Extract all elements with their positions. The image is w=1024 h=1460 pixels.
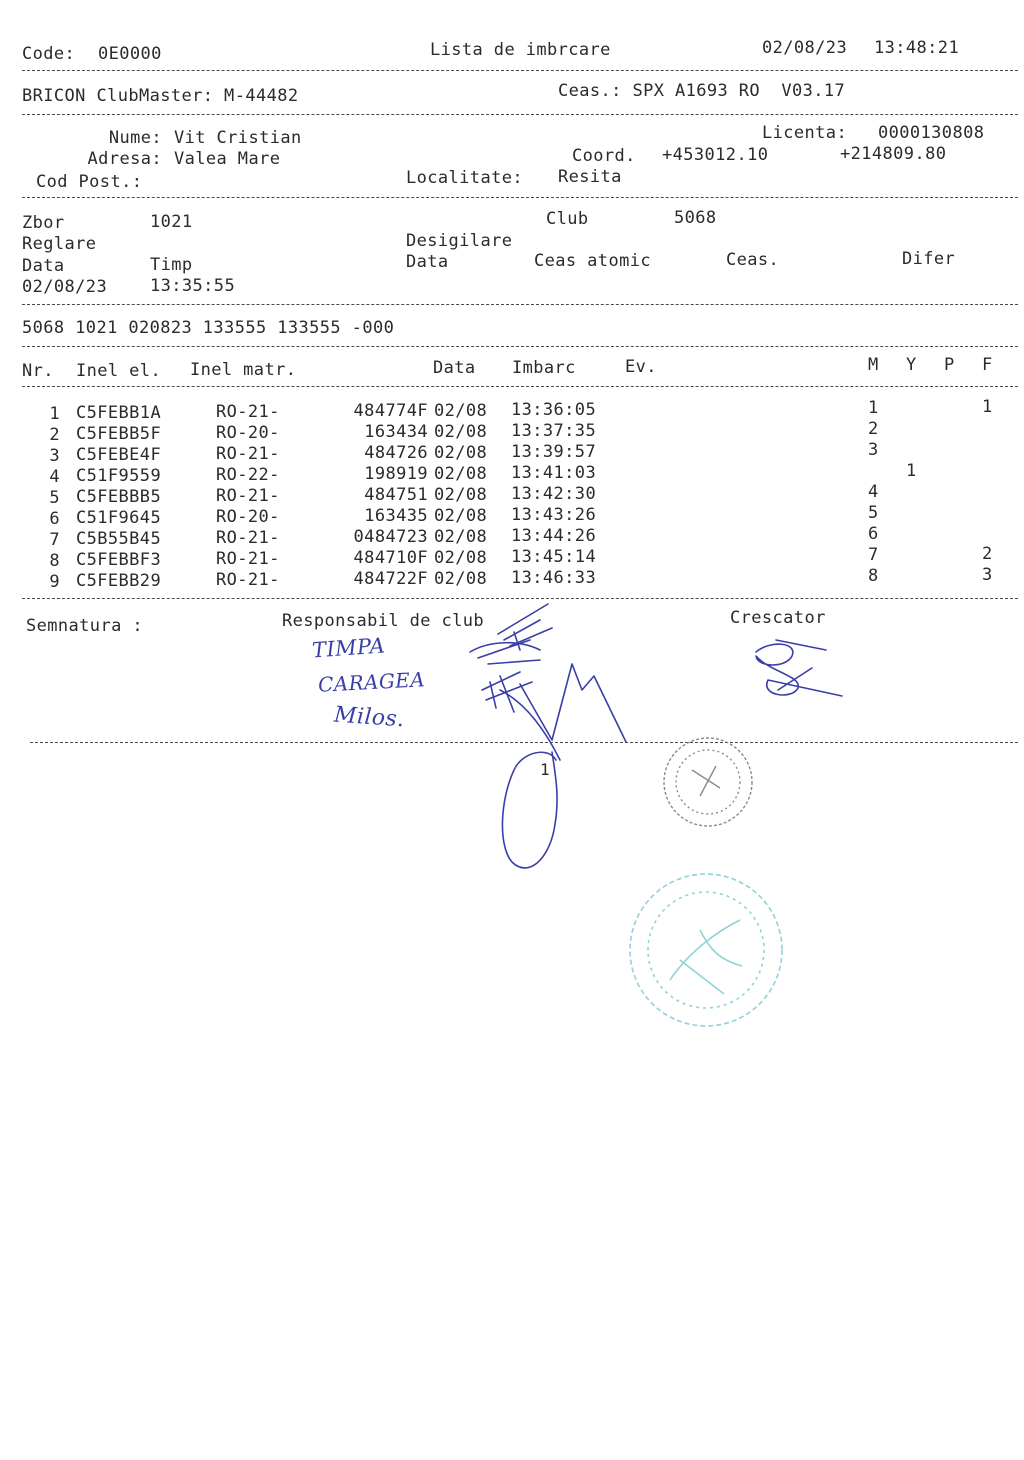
row-time: 13:37:35 — [511, 421, 597, 441]
handwritten-number: 1 — [540, 760, 551, 779]
code-label: Code: — [22, 44, 76, 64]
responsabil-label: Responsabil de club — [282, 611, 485, 631]
reglare-date: 02/08/23 — [22, 277, 108, 297]
row-inel-el: C51F9559 — [76, 466, 162, 486]
row-data: 02/08 — [434, 422, 488, 442]
print-time: 13:48:21 — [874, 38, 960, 58]
ceas-atomic-label: Ceas atomic — [534, 251, 651, 271]
clock-info: Ceas.: SPX A1693 RO V03.17 — [558, 81, 846, 101]
row-prefix: RO-21- — [216, 570, 280, 590]
licence-label: Licenta: — [762, 123, 848, 143]
row-data: 02/08 — [434, 548, 488, 568]
postcode-label: Cod Post.: — [36, 172, 143, 192]
row-matr: 484774F — [353, 401, 428, 421]
clubmaster-system: BRICON ClubMaster: M-44482 — [22, 86, 299, 106]
handwritten-name-1: TIMPA — [311, 633, 386, 663]
row-inel-el: C5FEBB5F — [76, 424, 162, 444]
row-matr: 484722F — [353, 569, 428, 589]
coord-lat: +453012.10 — [662, 145, 769, 165]
row-m: 6 — [868, 524, 879, 544]
col-y: Y — [906, 355, 917, 375]
row-time: 13:42:30 — [511, 484, 597, 504]
zbor-number: 1021 — [150, 212, 193, 232]
row-m: 7 — [868, 545, 879, 565]
row-nr: 9 — [49, 572, 60, 592]
row-matr: 484726 — [364, 443, 428, 463]
row-nr: 8 — [49, 551, 60, 571]
row-prefix: RO-20- — [216, 423, 280, 443]
col-data: Data — [433, 358, 476, 378]
row-time: 13:39:57 — [511, 442, 597, 462]
row-nr: 5 — [49, 488, 60, 508]
difer-label: Difer — [902, 249, 956, 269]
row-time: 13:46:33 — [511, 568, 597, 588]
coord-label: Coord. — [572, 146, 636, 166]
desigilare-data-label: Data — [406, 252, 449, 272]
owner-address: Valea Mare — [174, 149, 281, 169]
row-time: 13:41:03 — [511, 463, 597, 483]
row-m: 4 — [868, 482, 879, 502]
coord-lon: +214809.80 — [840, 144, 947, 164]
row-nr: 3 — [49, 446, 60, 466]
row-prefix: RO-21- — [216, 549, 280, 569]
zbor-label: Zbor — [22, 213, 65, 233]
locality: Resita — [558, 167, 622, 187]
row-data: 02/08 — [434, 569, 488, 589]
row-m: 2 — [868, 419, 879, 439]
row-inel-el: C5FEBB29 — [76, 571, 162, 591]
semnatura-label: Semnatura : — [26, 616, 143, 636]
row-prefix: RO-22- — [216, 465, 280, 485]
row-data: 02/08 — [434, 485, 488, 505]
row-data: 02/08 — [434, 401, 488, 421]
row-inel-el: C5FEBE4F — [76, 445, 162, 465]
row-m: 5 — [868, 503, 879, 523]
page-title: Lista de imbrcare — [430, 40, 611, 60]
col-ev: Ev. — [625, 357, 657, 377]
row-data: 02/08 — [434, 527, 488, 547]
ceas-label: Ceas. — [726, 250, 780, 270]
row-inel-el: C51F9645 — [76, 508, 162, 528]
row-f: 1 — [982, 397, 993, 417]
row-prefix: RO-21- — [216, 402, 280, 422]
handwritten-name-2: CARAGEA — [317, 667, 426, 697]
col-p: P — [944, 355, 955, 375]
row-prefix: RO-21- — [216, 528, 280, 548]
col-imbarc: Imbarc — [512, 358, 576, 378]
code-value: 0E0000 — [98, 44, 162, 64]
row-nr: 4 — [49, 467, 60, 487]
row-time: 13:45:14 — [511, 547, 597, 567]
row-f: 3 — [982, 565, 993, 585]
col-inel-el: Inel el. — [76, 361, 162, 381]
row-time: 13:44:26 — [511, 526, 597, 546]
col-nr: Nr. — [22, 361, 54, 381]
row-m: 1 — [868, 398, 879, 418]
row-inel-el: C5FEBBB5 — [76, 487, 162, 507]
row-matr: 198919 — [364, 464, 428, 484]
row-matr: 163434 — [364, 422, 428, 442]
row-inel-el: C5FEBB1A — [76, 403, 162, 423]
owner-name: Vit Cristian — [174, 128, 302, 148]
crescator-label: Crescator — [730, 608, 826, 628]
row-nr: 1 — [49, 404, 60, 424]
row-inel-el: C5FEBBF3 — [76, 550, 162, 570]
row-data: 02/08 — [434, 464, 488, 484]
row-nr: 2 — [49, 425, 60, 445]
desigilare-label: Desigilare — [406, 231, 513, 251]
col-m: M — [868, 355, 879, 375]
row-prefix: RO-21- — [216, 444, 280, 464]
row-data: 02/08 — [434, 443, 488, 463]
address-label: Adresa: — [87, 149, 162, 169]
handwritten-name-3: Milos. — [333, 702, 406, 733]
club-number: 5068 — [674, 208, 717, 228]
name-label: Nume: — [108, 128, 162, 148]
club-label: Club — [546, 209, 589, 229]
row-time: 13:36:05 — [511, 400, 597, 420]
clock-code-line: 5068 1021 020823 133555 133555 -000 — [22, 318, 395, 338]
row-f: 2 — [982, 544, 993, 564]
reglare-label: Reglare — [22, 234, 97, 254]
row-matr: 163435 — [364, 506, 428, 526]
locality-label: Localitate: — [406, 168, 523, 188]
col-inel-matr: Inel matr. — [190, 360, 297, 380]
licence-number: 0000130808 — [878, 123, 985, 143]
row-data: 02/08 — [434, 506, 488, 526]
reglare-time: 13:35:55 — [150, 276, 236, 296]
timp-label: Timp — [150, 255, 193, 275]
row-matr: 484710F — [353, 548, 428, 568]
row-m: 8 — [868, 566, 879, 586]
row-prefix: RO-20- — [216, 507, 280, 527]
col-f: F — [982, 355, 993, 375]
row-nr: 6 — [49, 509, 60, 529]
row-time: 13:43:26 — [511, 505, 597, 525]
row-y: 1 — [906, 461, 917, 481]
row-inel-el: C5B55B45 — [76, 529, 162, 549]
row-prefix: RO-21- — [216, 486, 280, 506]
data-label: Data — [22, 256, 65, 276]
row-matr: 0484723 — [353, 527, 428, 547]
row-nr: 7 — [49, 530, 60, 550]
print-date: 02/08/23 — [762, 38, 848, 58]
row-m: 3 — [868, 440, 879, 460]
row-matr: 484751 — [364, 485, 428, 505]
